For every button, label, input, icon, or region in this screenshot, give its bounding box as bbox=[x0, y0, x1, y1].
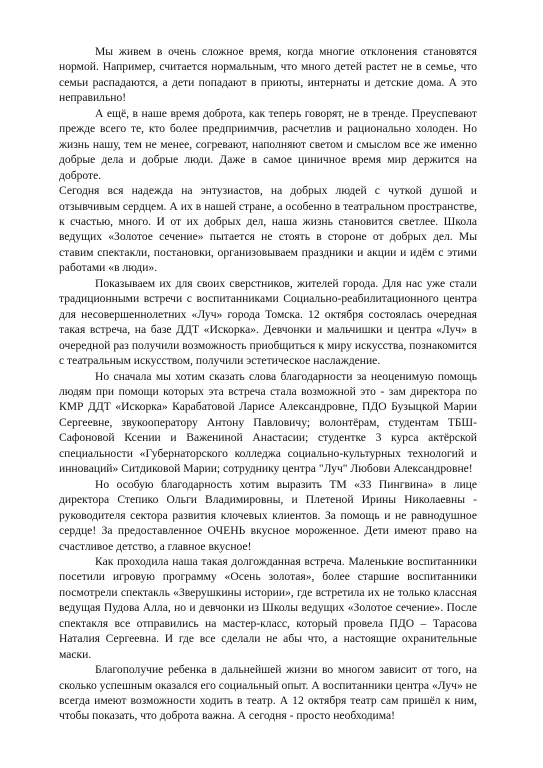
paragraph-4: Показываем их для своих сверстников, жителей города. Для нас уже стали традиционными встречи с воспитанниками Социально-реабилитационного центра для несовершеннолетних «Луч» города Томска. 12 октября состоялась очередная такая встреча, на базе ДДТ «Искорка». Девчонки и мальчишки и центра «Луч» в очередной раз получили возможность приобщиться к миру искусства, познакомится с театральным искусством, получили эстетическое наслаждение. bbox=[59, 276, 477, 368]
document-body bbox=[59, 44, 477, 724]
paragraph-5: Но сначала мы хотим сказать слова благодарности за неоценимую помощь людям при помощи которых эта встреча стала возможной это - зам директора по КМР ДДТ «Искорка» Карабатовой Ларисе Александровне, ПДО Бузыцкой Марии Сергеевне, звукооператору Антону Павловичу; волонтёрам, студентам ТБШ-Сафоновой Ксении и Важениной Анастасии; студентке 3 курса актёрской специальности «Губернаторского колледжа социально-культурных технологий и инноваций» Ситдиковой Марии; сотруднику центра "Луч" Любови Александровне! bbox=[59, 369, 477, 476]
paragraph-3: Сегодня вся надежда на энтузиастов, на добрых людей с чуткой душой и отзывчивым сердцем. А их в нашей стране, а особенно в театральном пространстве, к счастью, много. И от их добрых дел, наша жизнь становится светлее. Школа ведущих «Золотое сечение» пытается не стоять в стороне от добрых дел. Мы ставим спектакли, постановки, организовываем праздники и акции и идём с этими работами «в люди». bbox=[59, 184, 477, 275]
paragraph-1: Мы живем в очень сложное время, когда многие отклонения становятся нормой. Например, считается нормальным, что много детей растет не в семье, что семьи распадаются, а дети попадают в приюты, интернаты и детские дома. А это неправильно! bbox=[59, 45, 477, 105]
paragraph-6: Но особую благодарность хотим выразить ТМ «33 Пингвина» в лице директора Степико Ольги Владимировны, и Плетеной Ирины Николаевны - руководителя сектора развития клочевых клиентов. За помощь и не равнодушное сердце! За предоставленное ОЧЕНЬ вкусное мороженное. Дети имеют право на счастливое детство, а главное вкусное! bbox=[59, 477, 477, 553]
paragraph-7: Как проходила наша такая долгожданная встреча. Маленькие воспитанники посетили игровую программу «Осень золотая», более старшие воспитанники посмотрели спектакль «Зверушкины истории», где встретила их не только классная ведущая Пудова Алла, но и девчонки из Школы ведущих «Золотое сечение». После спектакля все отправились на мастер-класс, который провела ПДО – Тарасова Наталия Сергеевна. И где все сделали не абы что, а настоящие охранительные маски. bbox=[59, 554, 477, 661]
paragraph-2: А ещё, в наше время доброта, как теперь говорят, не в тренде. Преуспевают прежде всего те, кто более предприимчив, расчетлив и рационально холоден. Но жизнь нашу, тем не менее, согревают, наполняют светом и смыслом все же именно добрые дела и добрые люди. Даже в самое циничное время мир держится на доброте. bbox=[59, 106, 477, 182]
paragraph-8: Благополучие ребенка в дальнейшей жизни во многом зависит от того, на сколько успешным оказался его социальный опыт. А воспитанники центра «Луч» не всегда имеют возможности ходить в театр. А 12 октября театр сам пришёл к ним, чтобы показать, что доброта важна. А сегодня - просто необходима! bbox=[59, 663, 478, 723]
